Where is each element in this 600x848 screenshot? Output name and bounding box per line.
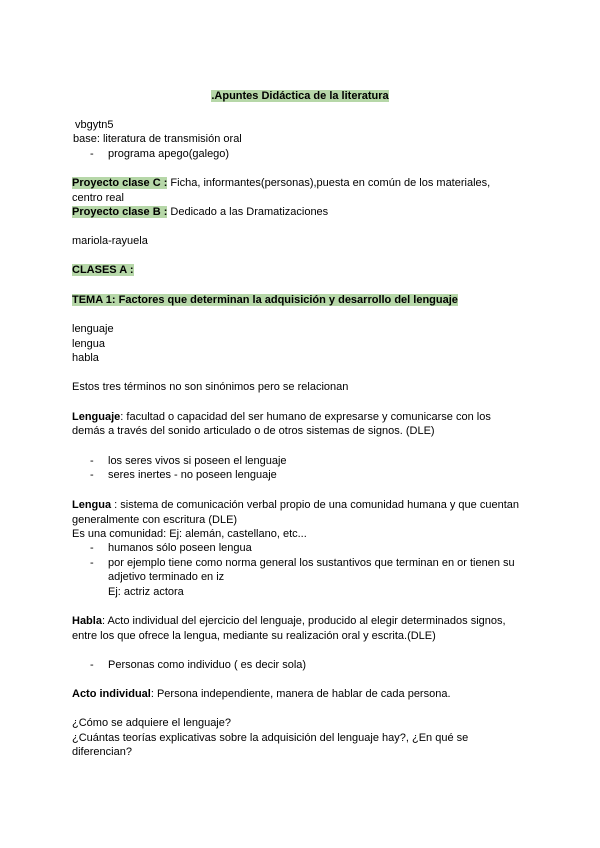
bullet-apego: programa apego(galego) [108,148,230,160]
bullet-dash: - [90,148,94,160]
bullet-dash: - [90,659,94,671]
tema1-heading [72,293,458,307]
term-lenguaje: lenguaje [72,323,114,335]
lengua-def-line3: Es una comunidad: Ej: alemán, castellano, etc... [72,528,307,540]
lengua-bullet-2-line1: por ejemplo tiene como norma general los sustantivos que terminan en or tienen su [108,557,515,569]
lengua-def-text1: : sistema de comunicación verbal propio de una comunidad humana y que cuentan [111,499,519,511]
lengua-label: Lengua [72,499,112,511]
term-lengua: lengua [72,338,106,350]
tema1-label: TEMA 1: Factores que determinan la adquisición y desarrollo del lenguaje [72,294,458,306]
lenguaje-bullet-2: seres inertes - no poseen lenguaje [108,469,277,481]
clases-a-heading [72,263,134,277]
acto-label: Acto individual [72,688,151,700]
habla-label: Habla [72,615,102,627]
bullet-dash: - [90,557,94,569]
acto-def-text: : Persona independiente, manera de hablar de cada persona. [150,688,451,700]
line-code: vbgytn5 [75,119,114,131]
lengua-bullet-1: humanos sólo poseen lengua [108,542,252,554]
proyecto-c-text2: centro real [72,192,124,204]
document-title [0,89,600,103]
habla-bullet: Personas como individuo ( es decir sola) [108,659,307,671]
habla-def-line2: entre los que ofrece la lengua, mediante su realización oral y escrita.(DLE) [72,630,436,642]
term-habla: habla [72,352,99,364]
clases-a-label: CLASES A : [72,264,134,276]
proyecto-b-text: Dedicado a las Dramatizaciones [167,206,329,218]
question-1: ¿Cómo se adquiere el lenguaje? [72,717,231,729]
proyecto-c-text: Ficha, informantes(personas),puesta en común de los materiales, [167,177,491,189]
lenguaje-def-text1: : facultad o capacidad del ser humano de expresarse y comunicarse con los [120,411,491,423]
lenguaje-def-line2: demás a través del sonido articulado o de otros sistemas de signos. (DLE) [72,425,435,437]
lengua-def-line2: generalmente con escritura (DLE) [72,514,238,526]
proyecto-b-label: Proyecto clase B : [72,206,168,218]
bullet-dash: - [90,542,94,554]
lengua-def-line1 [72,498,519,512]
habla-def-text1: : Acto individual del ejercicio del lenguaje, producido al elegir determinados signos, [101,615,506,627]
title-highlight: .Apuntes Didáctica de la literatura [211,90,389,102]
mariola-line: mariola-rayuela [72,235,148,247]
proyecto-c-line [72,176,490,190]
lenguaje-label: Lenguaje [72,411,121,423]
question-2-line2: diferencian? [72,746,132,758]
line-base: base: literatura de transmisión oral [73,133,242,145]
lenguaje-def-line1 [72,410,491,424]
proyecto-b-line [72,205,328,219]
bullet-dash: - [90,455,94,467]
lengua-bullet-2-line3: Ej: actriz actora [108,586,184,598]
bullet-dash: - [90,469,94,481]
habla-def-line1 [72,614,506,628]
acto-def-line [72,687,451,701]
terms-note: Estos tres términos no son sinónimos pero se relacionan [72,381,349,393]
lenguaje-bullet-1: los seres vivos si poseen el lenguaje [108,455,287,467]
proyecto-c-label: Proyecto clase C : [72,177,168,189]
lengua-bullet-2-line2: adjetivo terminado en iz [108,571,225,583]
question-2-line1: ¿Cuántas teorías explicativas sobre la adquisición del lenguaje hay?, ¿En qué se [72,732,469,744]
